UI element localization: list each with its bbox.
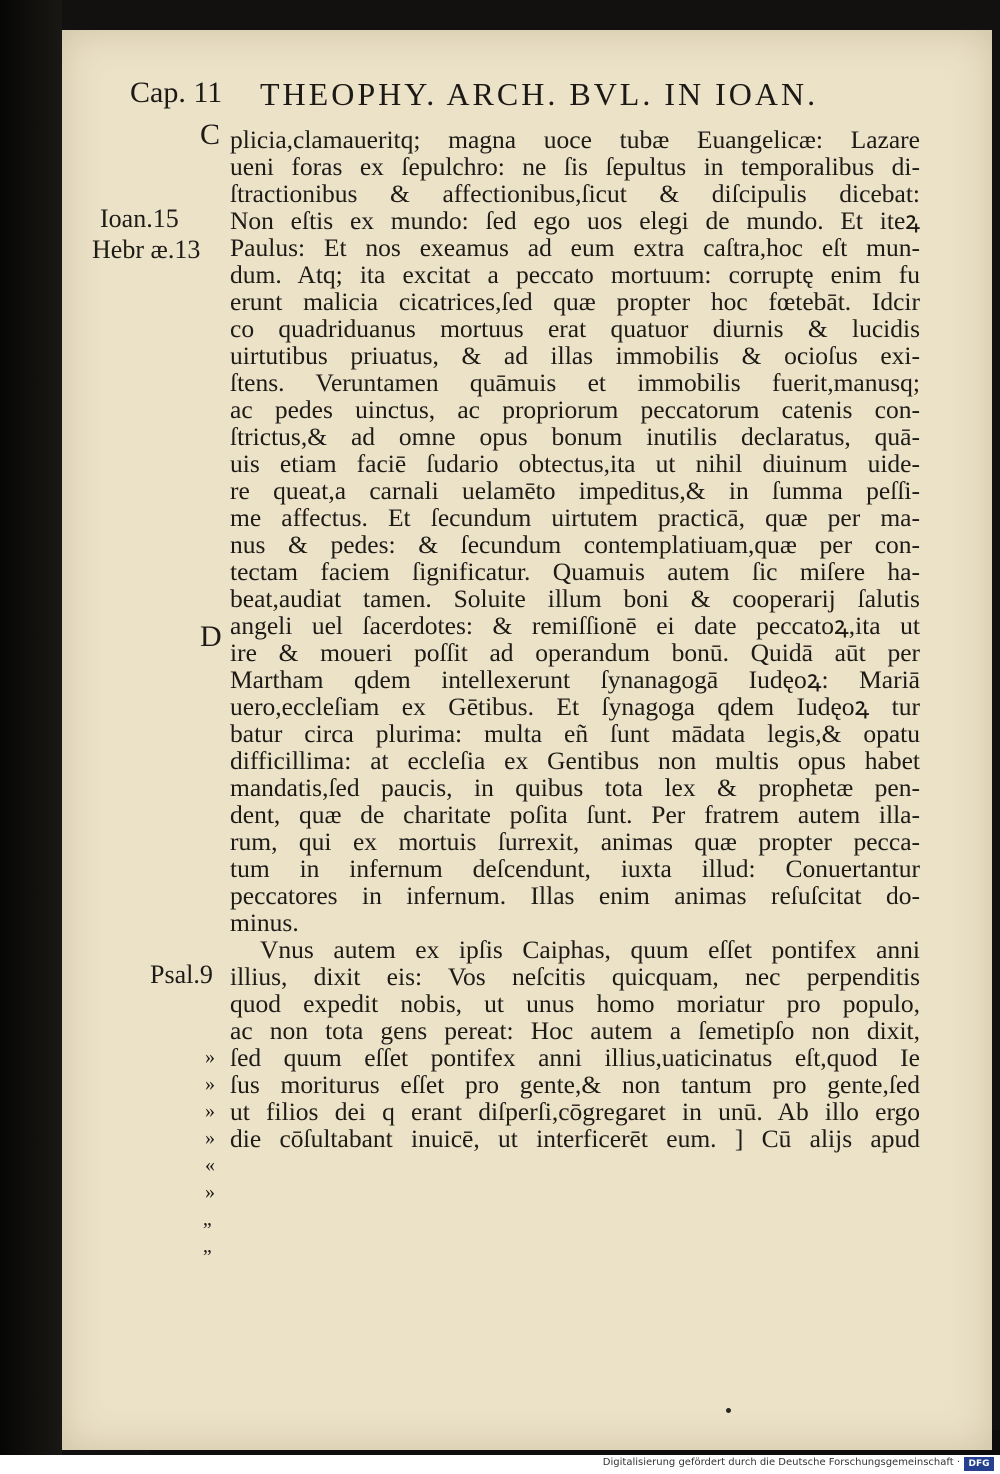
quote-mark: ,,	[203, 1208, 211, 1230]
running-head	[130, 74, 890, 118]
text-line: batur circa plurima: multa eñ ſunt mādata legis,& opatu	[230, 719, 920, 748]
chapter-label: Cap. 11	[130, 76, 223, 109]
margin-ref-hebr: Hebr æ.13	[92, 235, 201, 264]
text-line: uis etiam faciē ſudario obtectus,ita ut nihil diuinum uide-	[230, 449, 920, 478]
text-line: plicia,clamaueritq; magna uoce tubæ Euangelicæ: Lazare	[230, 125, 920, 154]
text-line: tum in infernum deſcendunt, iuxta illud: Conuertantur	[230, 854, 920, 883]
quote-mark: «	[205, 1154, 214, 1176]
quote-mark: »	[205, 1181, 214, 1203]
text-line: dent, quæ de charitate poſita ſunt. Per fratrem autem illa-	[230, 800, 920, 829]
text-line: co quadriduanus mortuus erat quatuor diurnis & lucidis	[230, 314, 920, 343]
text-line: mandatis,ſed paucis, in quibus tota lex & prophetæ pen-	[230, 773, 920, 802]
text-line: ac pedes uinctus, ac propriorum peccatorum catenis con-	[230, 395, 920, 424]
text-line: beat,audiat tamen. Soluite illum boni & cooperarij ſalutis	[230, 584, 920, 613]
text-line: erunt malicia cicatrices,ſed quæ propter hoc fœtebāt. Idcir	[230, 287, 920, 316]
margin-ref-psal: Psal.9	[150, 960, 213, 989]
body-text	[230, 126, 920, 1152]
text-line: Non eſtis ex mundo: ſed ego uos elegi de mundo. Et iteꝝ	[230, 206, 920, 235]
quote-mark: »	[205, 1100, 214, 1122]
funding-credit: Digitalisierung gefördert durch die Deutsche Forschungsgemeinschaft ·	[602, 1457, 960, 1468]
text-line: Vnus autem ex ipſis Caiphas, quum eſſet pontifex anni	[260, 935, 920, 964]
text-line: me affectus. Et ſecundum uirtutem practicā, quæ per ma-	[230, 503, 920, 532]
text-line: ut filios dei q erant diſperſi,cōgregaret in unū. Ab illo ergo	[230, 1097, 920, 1126]
text-line: Paulus: Et nos exeamus ad eum extra caſtra,hoc eſt mun-	[230, 233, 920, 262]
text-line: ſtens. Veruntamen quāmuis et immobilis fuerit,manusq;	[230, 368, 920, 397]
text-line: die cōſultabant inuicē, ut interficerēt eum. ] Cū alijs apud	[230, 1124, 920, 1153]
running-title: THEOPHY. ARCH. BVL. IN IOAN.	[260, 76, 819, 112]
footer-bar	[0, 1455, 1000, 1474]
text-line: tectam faciem ſignificatur. Quamuis autem ſic miſere ha-	[230, 557, 920, 586]
text-line: ſtractionibus & affectionibus,ſicut & diſcipulis dicebat:	[230, 179, 920, 208]
quote-mark: »	[205, 1127, 214, 1149]
text-line: uirtutibus priuatus, & ad illas immobilis & ocioſus exi-	[230, 341, 920, 370]
text-line: ueni foras ex ſepulchro: ne ſis ſepultus in temporalibus di-	[230, 152, 920, 181]
binding-shadow	[0, 0, 62, 1455]
text-line: angeli uel ſacerdotes: & remiſſionē ei date peccatoꝝ,ita ut	[230, 611, 920, 640]
text-line: ſus moriturus eſſet pro gente,& non tantum pro gente,ſed	[230, 1070, 920, 1099]
section-letter-c: C	[200, 118, 221, 151]
text-line: ſed quum eſſet pontifex anni illius,uaticinatus eſt,quod Ie	[230, 1043, 920, 1072]
text-line: minus.	[230, 908, 299, 937]
text-line: nus & pedes: & ſecundum contemplatiuam,quæ per con-	[230, 530, 920, 559]
text-line: ire & moueri poſſit ad operandum bonū. Quidā aūt per	[230, 638, 920, 667]
ink-speck	[726, 1408, 731, 1413]
dfg-logo-icon: DFG	[964, 1457, 994, 1471]
section-letter-d: D	[200, 620, 222, 653]
text-line: rum, qui ex mortuis ſurrexit, animas quæ propter pecca-	[230, 827, 920, 856]
quote-mark: ,,	[203, 1235, 211, 1257]
text-line: re queat,a carnali uelamēto impeditus,& in ſumma peſſi-	[230, 476, 920, 505]
quote-mark: »	[205, 1073, 214, 1095]
margin-ref-ioan: Ioan.15	[100, 204, 179, 233]
text-line: Martham qdem intellexerunt ſynanagogā Iudęoꝝ: Mariā	[230, 665, 920, 694]
text-line: ſtrictus,& ad omne opus bonum inutilis declaratus, quā-	[230, 422, 920, 451]
text-line: uero,eccleſiam ex Gētibus. Et ſynagoga qdem Iudęoꝝ tur	[230, 692, 920, 721]
text-line: illius, dixit eis: Vos neſcitis quicquam, nec perpenditis	[230, 962, 920, 991]
text-line: difficillima: at eccleſia ex Gentibus non multis opus habet	[230, 746, 920, 775]
text-line: quod expedit nobis, ut unus homo moriatur pro populo,	[230, 989, 920, 1018]
text-line: peccatores in infernum. Illas enim animas reſuſcitat do-	[230, 881, 920, 910]
text-line: dum. Atq; ita excitat a peccato mortuum: corruptę enim fu	[230, 260, 920, 289]
quote-mark: »	[205, 1046, 214, 1068]
text-line: ac non tota gens pereat: Hoc autem a ſemetipſo non dixit,	[230, 1016, 920, 1045]
